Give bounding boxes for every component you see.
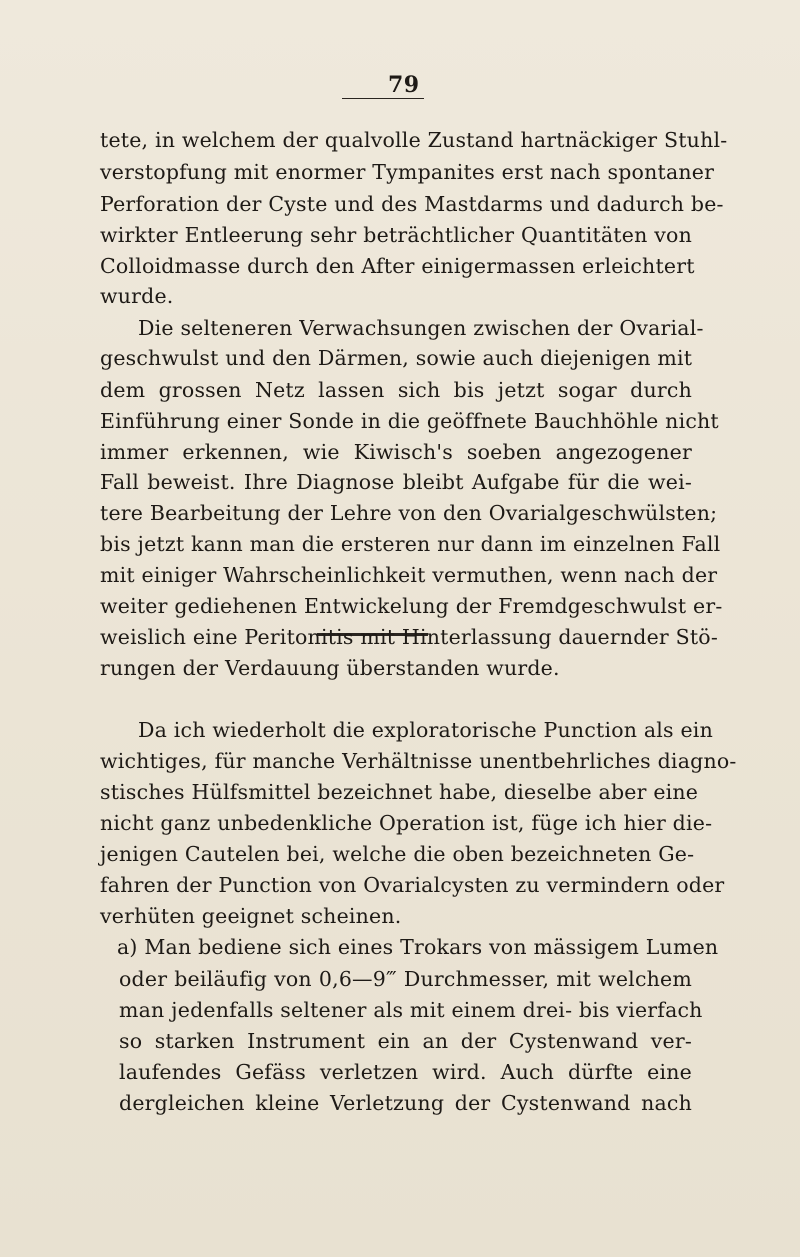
text-line: so starken Instrument ein an der Cystenwand ver- (119, 1029, 692, 1053)
text-line: man jedenfalls seltener als mit einem drei- bis vierfach (119, 998, 703, 1022)
text-line: Da ich wiederholt die exploratorische Punction als ein (138, 718, 713, 742)
text-line: fahren der Punction von Ovarialcysten zu vermindern oder (100, 873, 725, 897)
text-line: a) Man bediene sich eines Trokars von mässigem Lumen (117, 935, 719, 959)
header-rule (342, 98, 424, 99)
text-line: weiter gediehenen Entwickelung der Fremdgeschwulst er- (100, 594, 723, 618)
text-line: wirkter Entleerung sehr beträchtlicher Quantitäten von (100, 223, 692, 247)
text-line: tete, in welchem der qualvolle Zustand hartnäckiger Stuhl- (100, 128, 728, 152)
text-line: oder beiläufig von 0,6—9‴ Durchmesser, mit welchem (119, 967, 692, 991)
text-line: stisches Hülfsmittel bezeichnet habe, dieselbe aber eine (100, 780, 699, 804)
text-line: mit einiger Wahrscheinlichkeit vermuthen, wenn nach der (100, 563, 718, 587)
text-line: immer erkennen, wie Kiwisch's soeben angezogener (100, 440, 692, 464)
text-line: wurde. (100, 284, 174, 308)
text-line: Colloidmasse durch den After einigermassen erleichtert (100, 254, 695, 278)
text-line: dergleichen kleine Verletzung der Cystenwand nach (119, 1091, 692, 1115)
text-line: tere Bearbeitung der Lehre von den Ovarialgeschwülsten; (100, 501, 718, 525)
text-line: Die selteneren Verwachsungen zwischen der Ovarial- (138, 316, 704, 340)
text-line: wichtiges, für manche Verhältnisse unentbehrliches diagno- (100, 749, 737, 773)
text-line: rungen der Verdauung überstanden wurde. (100, 656, 560, 680)
page-number: 79 (388, 72, 420, 98)
text-line: verhüten geeignet scheinen. (100, 904, 402, 928)
text-line: weislich eine Peritonitis mit Hinterlassung dauernder Stö- (100, 625, 718, 649)
text-line: Einführung einer Sonde in die geöffnete Bauchhöhle nicht (100, 409, 719, 433)
text-line: dem grossen Netz lassen sich bis jetzt sogar durch (100, 378, 692, 402)
text-line: Perforation der Cyste und des Mastdarms und dadurch be- (100, 192, 724, 216)
text-line: laufendes Gefäss verletzen wird. Auch dürfte eine (119, 1060, 692, 1084)
text-line: bis jetzt kann man die ersteren nur dann im einzelnen Fall (100, 532, 721, 556)
text-line: nicht ganz unbedenkliche Operation ist, füge ich hier die- (100, 811, 713, 835)
text-line: geschwulst und den Därmen, sowie auch diejenigen mit (100, 346, 693, 370)
text-line: Fall beweist. Ihre Diagnose bleibt Aufgabe für die wei- (100, 470, 692, 494)
text-line: jenigen Cautelen bei, welche die oben bezeichneten Ge- (100, 842, 695, 866)
text-line: verstopfung mit enormer Tympanites erst nach spontaner (100, 160, 715, 184)
